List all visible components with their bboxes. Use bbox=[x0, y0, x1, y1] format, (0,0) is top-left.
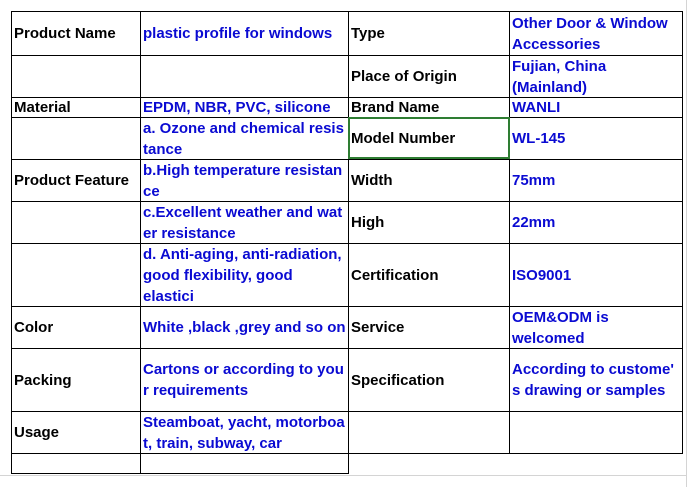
service-value[interactable]: OEM&ODM is welcomed bbox=[512, 308, 613, 347]
width-value[interactable]: 75mm bbox=[512, 172, 556, 189]
type-label[interactable]: Type bbox=[351, 25, 385, 42]
service-label[interactable]: Service bbox=[351, 319, 405, 336]
empty-cell[interactable] bbox=[510, 412, 682, 453]
material-value[interactable]: EPDM, NBR, PVC, silicone bbox=[143, 99, 331, 116]
table-border bbox=[11, 453, 683, 454]
place-of-origin-label[interactable]: Place of Origin bbox=[351, 68, 457, 85]
type-value[interactable]: Other Door & Window Accessories bbox=[512, 14, 672, 53]
specification-value[interactable]: According to custome' s drawing or samples bbox=[512, 361, 679, 399]
certification-label[interactable]: Certification bbox=[351, 266, 439, 284]
empty-cell[interactable] bbox=[12, 118, 140, 159]
table-border bbox=[11, 411, 683, 412]
material-label[interactable]: Material bbox=[14, 99, 71, 116]
brand-name-value[interactable]: WANLI bbox=[512, 99, 561, 116]
table-border bbox=[509, 11, 510, 454]
empty-cell[interactable] bbox=[141, 454, 348, 473]
usage-value[interactable]: Steamboat, yacht, motorboat, train, subway, car bbox=[143, 413, 345, 452]
table-border bbox=[11, 11, 683, 12]
feature-c-value[interactable]: c.Excellent weather and water resistance bbox=[143, 203, 343, 242]
empty-cell[interactable] bbox=[12, 202, 140, 243]
packing-value[interactable]: Cartons or according to your requirements bbox=[143, 361, 344, 399]
high-value[interactable]: 22mm bbox=[512, 214, 556, 231]
table-border bbox=[11, 55, 683, 56]
product-name-value[interactable]: plastic profile for windows bbox=[143, 25, 333, 42]
feature-d-value[interactable]: d. Anti-aging, anti-radiation, good flexibility, good elastici bbox=[143, 246, 346, 305]
usage-label[interactable]: Usage bbox=[14, 424, 60, 441]
model-number-label[interactable]: Model Number bbox=[351, 130, 456, 147]
product-name-label[interactable]: Product Name bbox=[14, 25, 116, 42]
high-label[interactable]: High bbox=[351, 214, 385, 231]
specification-label[interactable]: Specification bbox=[351, 371, 445, 389]
table-border bbox=[11, 243, 683, 244]
table-border bbox=[682, 11, 683, 454]
table-border bbox=[11, 97, 683, 98]
width-label[interactable]: Width bbox=[351, 172, 393, 189]
empty-cell[interactable] bbox=[349, 412, 509, 453]
empty-cell[interactable] bbox=[12, 454, 140, 473]
place-of-origin-value[interactable]: Fujian, China (Mainland) bbox=[512, 57, 611, 96]
product-feature-label[interactable]: Product Feature bbox=[14, 172, 130, 189]
table-border bbox=[11, 117, 683, 118]
table-border bbox=[11, 473, 349, 474]
brand-name-label[interactable]: Brand Name bbox=[351, 99, 440, 116]
table-border bbox=[11, 201, 683, 202]
feature-a-value[interactable]: a. Ozone and chemical resistance bbox=[143, 119, 344, 158]
packing-label[interactable]: Packing bbox=[14, 371, 72, 389]
table-border bbox=[11, 306, 683, 307]
table-border bbox=[11, 348, 683, 349]
certification-value[interactable]: ISO9001 bbox=[512, 266, 572, 284]
table-border bbox=[11, 159, 683, 160]
selected-cell-outline bbox=[348, 117, 510, 159]
model-number-value[interactable]: WL-145 bbox=[512, 130, 566, 147]
color-value[interactable]: White ,black ,grey and so on bbox=[143, 319, 346, 336]
empty-cell[interactable] bbox=[12, 244, 140, 306]
feature-b-value[interactable]: b.High temperature resistance bbox=[143, 161, 343, 200]
empty-cell[interactable] bbox=[141, 56, 348, 97]
color-label[interactable]: Color bbox=[14, 319, 54, 336]
empty-cell[interactable] bbox=[12, 56, 140, 97]
